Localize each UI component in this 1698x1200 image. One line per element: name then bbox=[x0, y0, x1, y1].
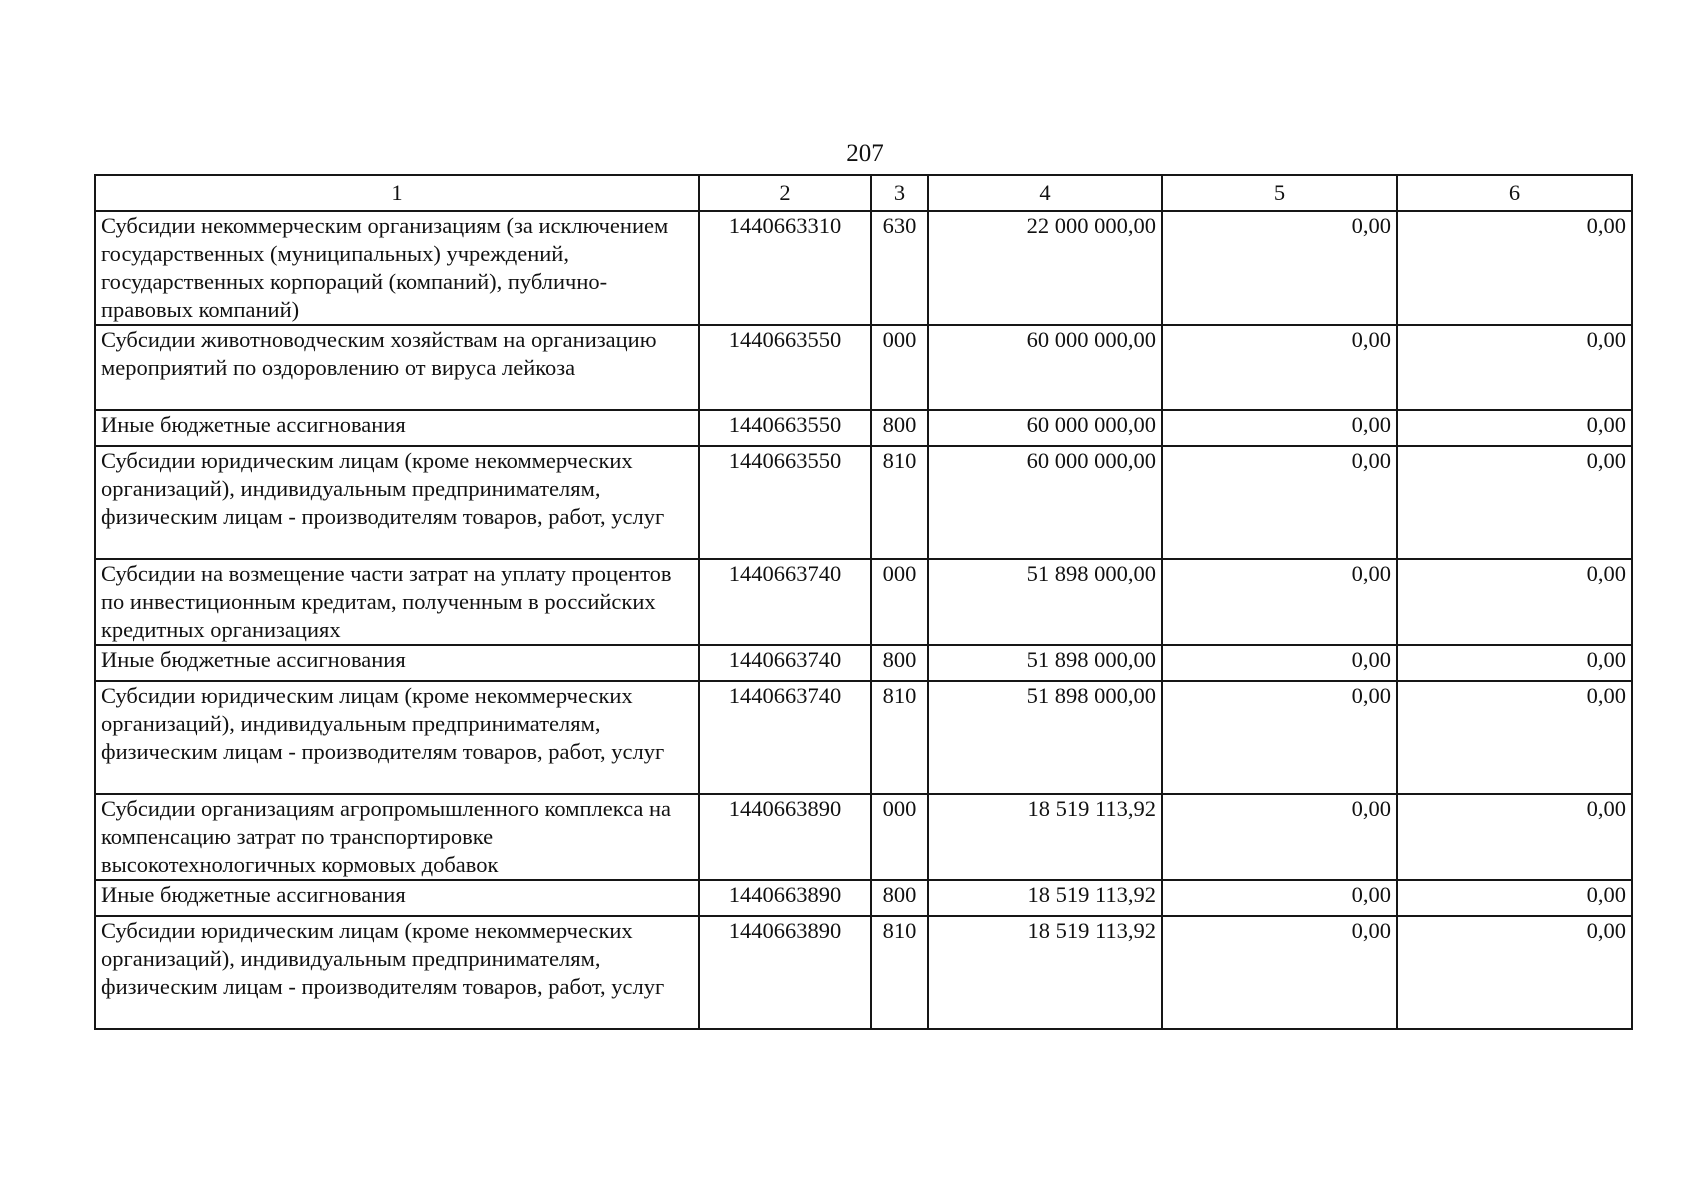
row-amount-col4: 18 519 113,92 bbox=[928, 916, 1162, 1029]
column-header: 5 bbox=[1162, 175, 1397, 211]
row-amount-col4: 51 898 000,00 bbox=[928, 645, 1162, 681]
row-target-code: 1440663740 bbox=[699, 681, 871, 794]
row-amount-col5: 0,00 bbox=[1162, 681, 1397, 794]
row-description: Субсидии на возмещение части затрат на уплату процентов по инвестиционным кредитам, полученным в российских кредитных организациях bbox=[95, 559, 699, 645]
row-expense-type: 000 bbox=[871, 325, 928, 410]
table-row bbox=[95, 446, 1632, 559]
table-row bbox=[95, 794, 1632, 880]
row-target-code: 1440663740 bbox=[699, 645, 871, 681]
row-amount-col5: 0,00 bbox=[1162, 794, 1397, 880]
table-row bbox=[95, 410, 1632, 446]
row-expense-type: 810 bbox=[871, 916, 928, 1029]
column-header: 3 bbox=[871, 175, 928, 211]
row-description: Субсидии юридическим лицам (кроме некоммерческих организаций), индивидуальным предпринимателям, физическим лицам - производителям товаров, работ, услуг bbox=[95, 446, 699, 559]
row-expense-type: 000 bbox=[871, 794, 928, 880]
row-description: Иные бюджетные ассигнования bbox=[95, 880, 699, 916]
row-amount-col5: 0,00 bbox=[1162, 211, 1397, 325]
row-amount-col6: 0,00 bbox=[1397, 559, 1632, 645]
row-amount-col4: 18 519 113,92 bbox=[928, 880, 1162, 916]
row-expense-type: 810 bbox=[871, 446, 928, 559]
row-description: Иные бюджетные ассигнования bbox=[95, 645, 699, 681]
row-amount-col6: 0,00 bbox=[1397, 325, 1632, 410]
row-target-code: 1440663890 bbox=[699, 794, 871, 880]
table-row bbox=[95, 559, 1632, 645]
table-row bbox=[95, 325, 1632, 410]
row-amount-col5: 0,00 bbox=[1162, 410, 1397, 446]
row-amount-col5: 0,00 bbox=[1162, 880, 1397, 916]
row-amount-col4: 60 000 000,00 bbox=[928, 446, 1162, 559]
row-expense-type: 810 bbox=[871, 681, 928, 794]
row-description: Субсидии организациям агропромышленного комплекса на компенсацию затрат по транспортировке высокотехнологичных кормовых добавок bbox=[95, 794, 699, 880]
row-amount-col5: 0,00 bbox=[1162, 916, 1397, 1029]
row-amount-col4: 51 898 000,00 bbox=[928, 559, 1162, 645]
row-target-code: 1440663550 bbox=[699, 446, 871, 559]
row-amount-col5: 0,00 bbox=[1162, 325, 1397, 410]
row-description: Субсидии юридическим лицам (кроме некоммерческих организаций), индивидуальным предпринимателям, физическим лицам - производителям товаров, работ, услуг bbox=[95, 681, 699, 794]
row-expense-type: 800 bbox=[871, 645, 928, 681]
column-header: 6 bbox=[1397, 175, 1632, 211]
row-target-code: 1440663310 bbox=[699, 211, 871, 325]
row-description: Субсидии юридическим лицам (кроме некоммерческих организаций), индивидуальным предпринимателям, физическим лицам - производителям товаров, работ, услуг bbox=[95, 916, 699, 1029]
row-description: Иные бюджетные ассигнования bbox=[95, 410, 699, 446]
row-amount-col6: 0,00 bbox=[1397, 681, 1632, 794]
row-amount-col6: 0,00 bbox=[1397, 410, 1632, 446]
row-amount-col6: 0,00 bbox=[1397, 645, 1632, 681]
row-expense-type: 800 bbox=[871, 880, 928, 916]
table-header-row bbox=[95, 175, 1632, 211]
row-amount-col6: 0,00 bbox=[1397, 794, 1632, 880]
row-amount-col4: 51 898 000,00 bbox=[928, 681, 1162, 794]
table-row bbox=[95, 880, 1632, 916]
row-expense-type: 800 bbox=[871, 410, 928, 446]
row-expense-type: 000 bbox=[871, 559, 928, 645]
row-target-code: 1440663740 bbox=[699, 559, 871, 645]
row-amount-col6: 0,00 bbox=[1397, 211, 1632, 325]
row-amount-col4: 60 000 000,00 bbox=[928, 325, 1162, 410]
row-amount-col6: 0,00 bbox=[1397, 446, 1632, 559]
table-row bbox=[95, 645, 1632, 681]
row-amount-col6: 0,00 bbox=[1397, 880, 1632, 916]
row-amount-col4: 60 000 000,00 bbox=[928, 410, 1162, 446]
row-target-code: 1440663550 bbox=[699, 325, 871, 410]
row-target-code: 1440663890 bbox=[699, 916, 871, 1029]
row-amount-col5: 0,00 bbox=[1162, 559, 1397, 645]
row-description: Субсидии некоммерческим организациям (за исключением государственных (муниципальных) учреждений, государственных корпораций (компаний), публично-правовых компаний) bbox=[95, 211, 699, 325]
row-description: Субсидии животноводческим хозяйствам на организацию мероприятий по оздоровлению от вируса лейкоза bbox=[95, 325, 699, 410]
table-row bbox=[95, 211, 1632, 325]
column-header: 2 bbox=[699, 175, 871, 211]
table-row bbox=[95, 916, 1632, 1029]
row-amount-col5: 0,00 bbox=[1162, 645, 1397, 681]
row-amount-col6: 0,00 bbox=[1397, 916, 1632, 1029]
table-row bbox=[95, 681, 1632, 794]
page-number: 207 bbox=[846, 140, 884, 167]
column-header: 1 bbox=[95, 175, 699, 211]
column-header: 4 bbox=[928, 175, 1162, 211]
row-amount-col5: 0,00 bbox=[1162, 446, 1397, 559]
row-target-code: 1440663550 bbox=[699, 410, 871, 446]
row-expense-type: 630 bbox=[871, 211, 928, 325]
row-target-code: 1440663890 bbox=[699, 880, 871, 916]
row-amount-col4: 18 519 113,92 bbox=[928, 794, 1162, 880]
budget-table bbox=[94, 174, 1633, 1030]
row-amount-col4: 22 000 000,00 bbox=[928, 211, 1162, 325]
